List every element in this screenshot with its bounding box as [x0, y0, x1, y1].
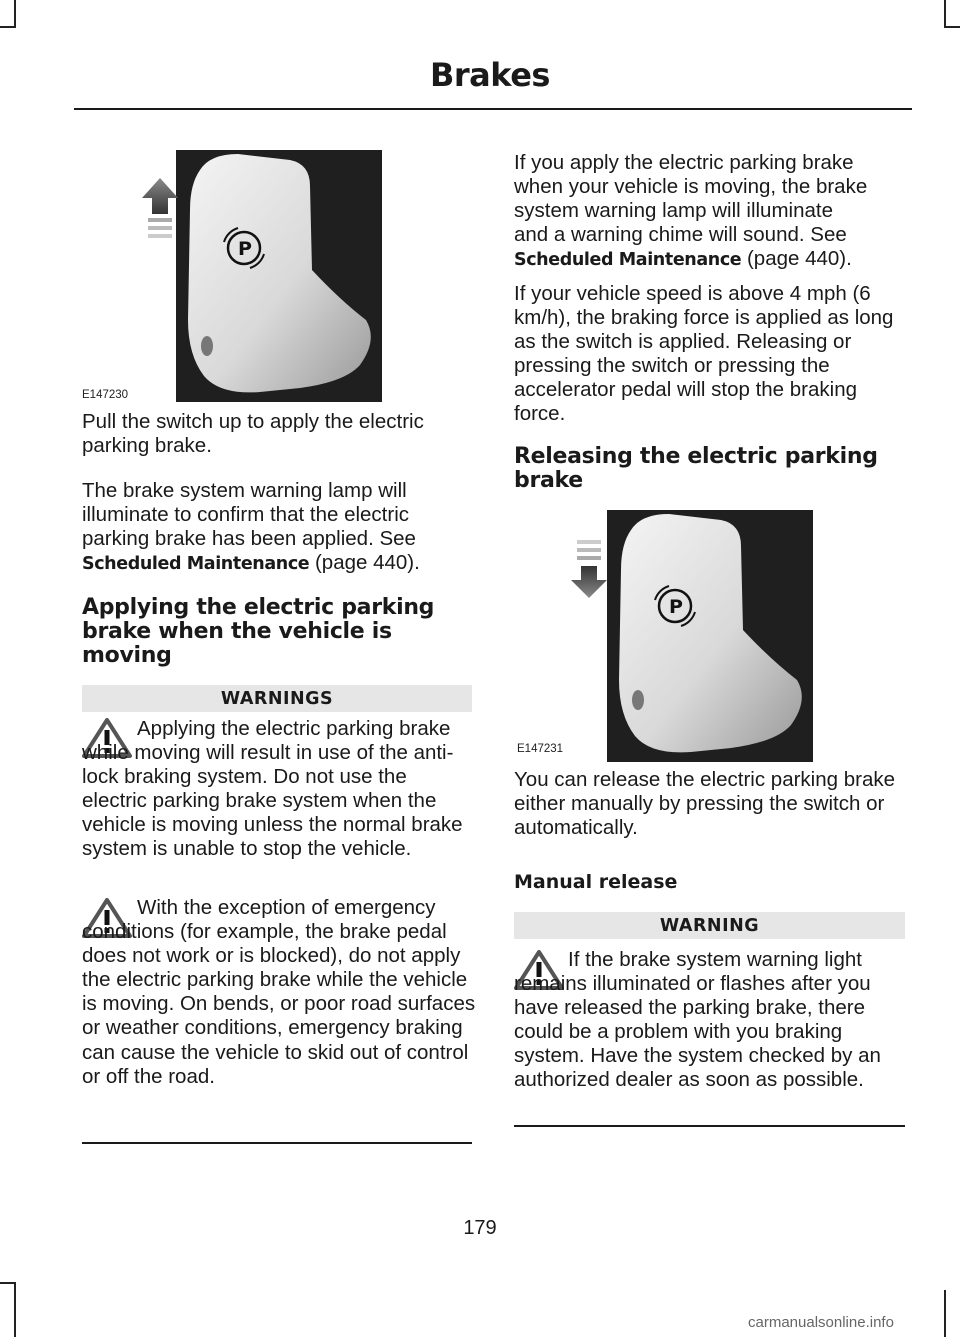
crop-mark	[14, 0, 16, 26]
warning-text: Applying the electric parking brake while moving will result in use of the anti-lock braking system. Do not use the electric parking brake system when the vehicle is moving unless the normal brake system is unable to stop the vehicle.	[82, 717, 463, 861]
section-rule	[82, 1142, 472, 1144]
page-number: 179	[463, 1217, 497, 1239]
svg-text:P: P	[669, 596, 683, 618]
svg-text:P: P	[238, 238, 252, 260]
crop-mark	[14, 1282, 16, 1337]
crop-mark	[944, 1290, 946, 1337]
section-rule	[514, 1125, 905, 1127]
figure-code: E147231	[517, 743, 564, 755]
body-paragraph: If your vehicle speed is above 4 mph (6 km/h), the braking force is applied as long as the switch is applied. Releasing or pressing the switch or pressing the accelerator pedal will stop the braking force.	[514, 282, 894, 425]
subsection-heading: Manual release	[514, 871, 678, 893]
body-paragraph: You can release the electric parking brake either manually by pressing the switch or automatically.	[514, 768, 896, 839]
warning-text: With the exception of emergency conditions (for example, the brake pedal does not work or is blocked), do not apply the electric parking brake while the vehicle is moving. On bends, or poor road surfaces or weather conditions, emergency braking can cause the vehicle to skid out of control or off the road.	[82, 896, 476, 1088]
warning-label: WARNING	[514, 912, 905, 939]
crop-mark	[944, 26, 960, 28]
section-heading: Releasing the electric parking brake	[514, 444, 878, 493]
body-paragraph: The brake system warning lamp will illuminate to confirm that the electric parking brake has been applied. See Scheduled Maintenance (page 440).	[82, 479, 420, 574]
crop-mark	[0, 26, 16, 28]
cross-reference-link[interactable]: Scheduled Maintenance	[82, 554, 310, 574]
figure-parking-brake-down	[565, 510, 815, 762]
section-heading: Applying the electric parking brake when the vehicle is moving	[82, 595, 435, 668]
warnings-label: WARNINGS	[82, 685, 472, 712]
cross-reference-link[interactable]: Scheduled Maintenance	[514, 250, 742, 270]
crop-mark	[944, 0, 946, 26]
header-rule	[74, 108, 912, 110]
footer-watermark: carmanualsonline.info	[748, 1314, 894, 1331]
body-paragraph: If you apply the electric parking brake when your vehicle is moving, the brake system warning lamp will illuminate and a warning chime will sound. See Scheduled Maintenance (page 440).	[514, 151, 868, 270]
parking-brake-switch-pull-up-icon	[140, 150, 385, 402]
figure-parking-brake-up	[140, 150, 385, 402]
parking-brake-switch-press-down-icon	[565, 510, 815, 762]
body-paragraph: Pull the switch up to apply the electric parking brake.	[82, 410, 424, 457]
figure-code: E147230	[82, 389, 129, 401]
crop-mark	[0, 1282, 16, 1284]
warning-text: If the brake system warning light remains illuminated or flashes after you have released the parking brake, there could be a problem with you braking system. Have the system checked by an authorized dealer as soon as possible.	[514, 948, 881, 1092]
page-title: Brakes	[430, 56, 550, 94]
